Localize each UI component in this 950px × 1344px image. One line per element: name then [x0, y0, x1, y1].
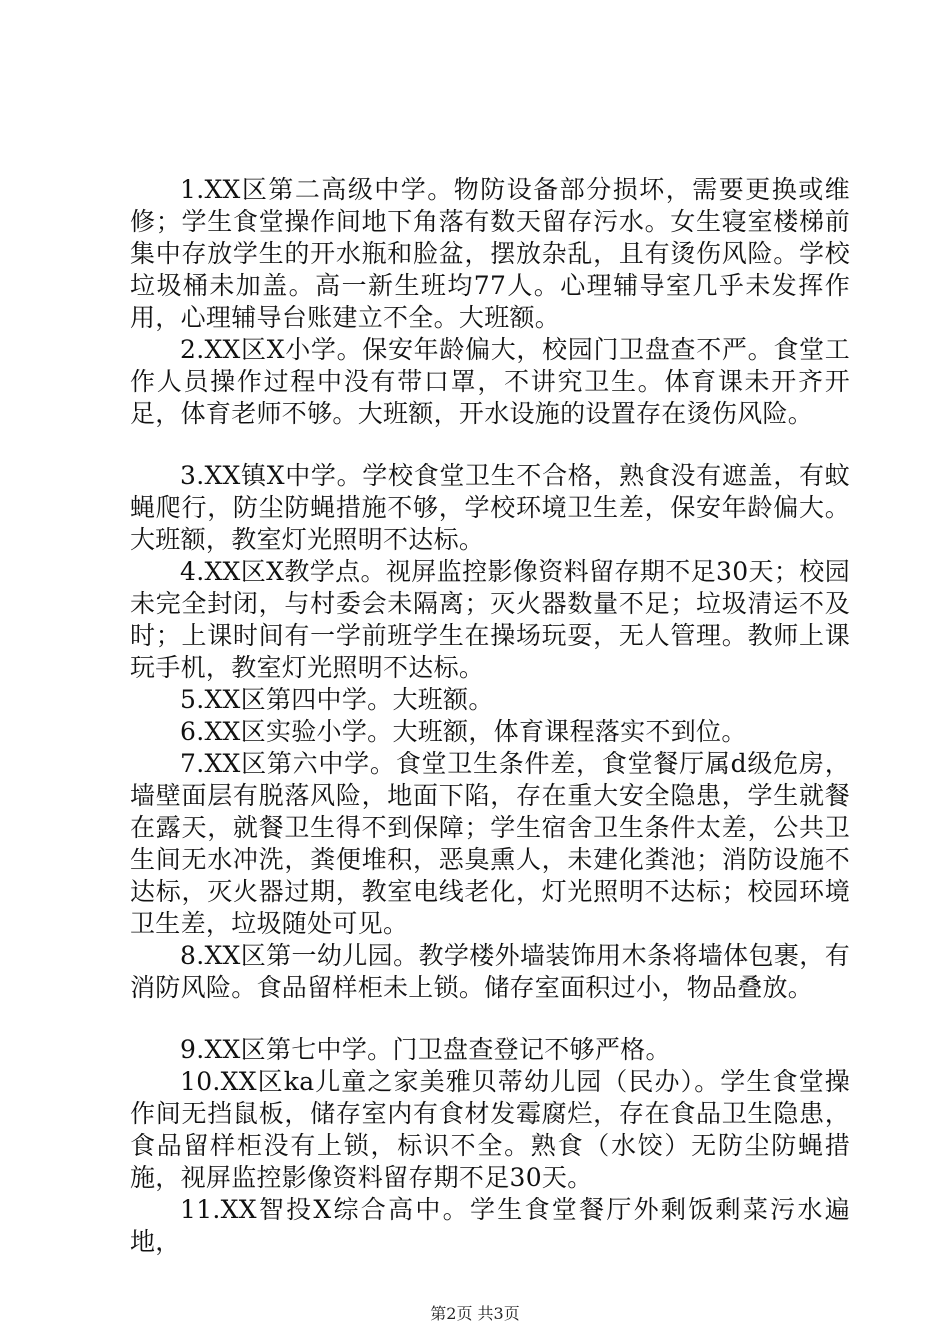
paragraph-4: 4.XX区X教学点。视屏监控影像资料留存期不足30天；校园未完全封闭，与村委会未隔离；灭火器数量不足；垃圾清运不及时；上课时间有一学前班学生在操场玩耍，无人管理。教师上课玩手机，教室灯光照明不达标。 — [130, 557, 850, 682]
paragraph-1: 1.XX区第二高级中学。物防设备部分损坏，需要更换或维修；学生食堂操作间地下角落有数天留存污水。女生寝室楼梯前集中存放学生的开水瓶和脸盆，摆放杂乱，且有烫伤风险。学校垃圾桶未加盖。高一新生班均77人。心理辅导室几乎未发挥作用，心理辅导台账建立不全。大班额。 — [130, 175, 850, 332]
page-footer: 第2页 共3页 — [430, 1304, 520, 1323]
document-body — [130, 174, 850, 1258]
paragraph-5: 5.XX区第四中学。大班额。 — [180, 685, 494, 714]
paragraph-2: 2.XX区X小学。保安年龄偏大，校园门卫盘查不严。食堂工作人员操作过程中没有带口罩，不讲究卫生。体育课未开齐开足，体育老师不够。大班额，开水设施的设置存在烫伤风险。 — [130, 335, 850, 428]
paragraph-3: 3.XX镇X中学。学校食堂卫生不合格，熟食没有遮盖，有蚊蝇爬行，防尘防蝇措施不够，学校环境卫生差，保安年龄偏大。大班额，教室灯光照明不达标。 — [130, 461, 850, 554]
paragraph-6: 6.XX区实验小学。大班额，体育课程落实不到位。 — [180, 717, 747, 746]
paragraph-8: 8.XX区第一幼儿园。教学楼外墙装饰用木条将墙体包裹，有消防风险。食品留样柜未上锁。储存室面积过小，物品叠放。 — [130, 941, 850, 1002]
paragraph-10: 10.XX区ka儿童之家美雅贝蒂幼儿园（民办）。学生食堂操作间无挡鼠板，储存室内有食材发霉腐烂，存在食品卫生隐患，食品留样柜没有上锁，标识不全。熟食（水饺）无防尘防蝇措施，视屏监控影像资料留存期不足30天。 — [130, 1067, 850, 1192]
paragraph-7: 7.XX区第六中学。食堂卫生条件差，食堂餐厅属d级危房，墙壁面层有脱落风险，地面下陷，存在重大安全隐患，学生就餐在露天，就餐卫生得不到保障；学生宿舍卫生条件太差，公共卫生间无水冲洗，粪便堆积，恶臭熏人，未建化粪池；消防设施不达标，灭火器过期，教室电线老化，灯光照明不达标；校园环境卫生差，垃圾随处可见。 — [130, 749, 850, 938]
paragraph-9: 9.XX区第七中学。门卫盘查登记不够严格。 — [180, 1035, 671, 1064]
paragraph-11: 11.XX智投X综合高中。学生食堂餐厅外剩饭剩菜污水遍地， — [130, 1195, 850, 1256]
